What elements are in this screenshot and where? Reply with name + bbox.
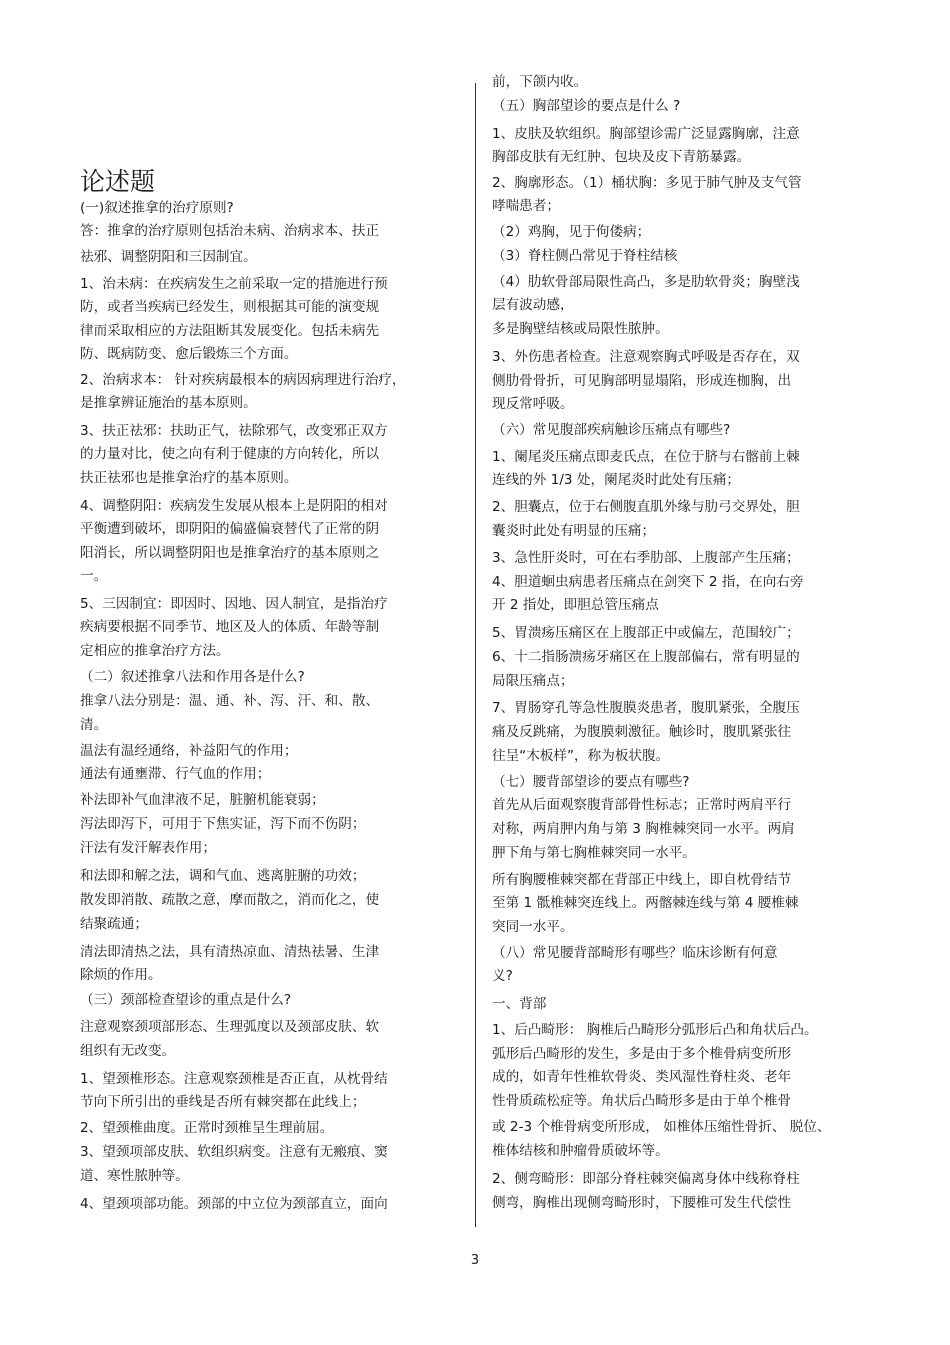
text-line: 注意观察颈项部形态、生理弧度以及颈部皮肤、软	[80, 1019, 380, 1035]
text-line: 的力量对比，使之向有利于健康的方向转化，所以	[80, 446, 380, 462]
text-line: （2）鸡胸，见于佝偻病；	[492, 224, 651, 240]
text-line: （五）胸部望诊的要点是什么 ?	[492, 98, 681, 114]
text-line: 防、既病防变、愈后锻炼三个方面。	[80, 346, 298, 362]
text-line: 和法即和解之法，调和气血、逃离脏腑的功效；	[80, 868, 366, 884]
text-line: 汗法有发汗解表作用；	[80, 840, 216, 856]
text-line: 温法有温经通络，补益阳气的作用；	[80, 743, 298, 759]
text-line: 道、寒性脓肿等。	[80, 1168, 189, 1184]
text-line: 层有波动感，	[492, 297, 574, 313]
text-line: 疾病要根据不同季节、地区及人的体质、年龄等制	[80, 619, 380, 635]
text-line: 答：推拿的治疗原则包括治未病、治病求本、扶正	[80, 223, 380, 239]
text-line: 1、皮肤及软组织。胸部望诊需广泛显露胸廓，注意	[492, 126, 800, 142]
text-line: 节向下所引出的垂线是否所有棘突都在此线上；	[80, 1094, 366, 1110]
text-line: 是推拿辨证施治的基本原则。	[80, 395, 257, 411]
text-line: 4、胆道蛔虫病患者压痛点在剑突下 2 指，在向右旁	[492, 574, 804, 590]
text-line: 1、治未病：在疾病发生之前采取一定的措施进行预	[80, 276, 388, 292]
text-line: 2、胸廓形态。（1）桶状胸：多见于肺气肿及支气管	[492, 175, 802, 191]
text-line: 推拿八法分别是：温、通、补、泻、汗、和、散、	[80, 693, 380, 709]
text-line: 清法即清热之法，具有清热凉血、清热祛暑、生津	[80, 944, 380, 960]
text-line: 3、急性肝炎时，可在右季肋部、上腹部产生压痛；	[492, 550, 800, 566]
text-line: 现反常呼吸。	[492, 396, 574, 412]
text-line: 胛下角与第七胸椎棘突同一水平。	[492, 845, 696, 861]
text-line: 3、外伤患者检查。注意观察胸式呼吸是否存在，双	[492, 349, 800, 365]
page-number: 3	[470, 1253, 480, 1268]
text-line: 祛邪、调整阴阳和三因制宜。	[80, 249, 257, 265]
text-line: 椎体结核和肿瘤骨质破坏等。	[492, 1143, 669, 1159]
text-line: 扶正祛邪也是推拿治疗的基本原则。	[80, 470, 298, 486]
text-line: 侧弯，胸椎出现侧弯畸形时，下腰椎可发生代偿性	[492, 1195, 792, 1211]
text-line: （3）脊柱侧凸常见于脊柱结核	[492, 248, 678, 264]
text-line: 或 2-3 个椎骨病变所形成， 如椎体压缩性骨折、 脱位、	[492, 1119, 831, 1135]
text-line: 散发即消散、疏散之意，摩而散之，消而化之，使	[80, 892, 380, 908]
text-line: 防，或者当疾病已经发生，则根据其可能的演变规	[80, 299, 380, 315]
text-line: 5、胃溃疡压痛区在上腹部正中或偏左，范围较广；	[492, 625, 800, 641]
text-line: （4）肋软骨部局限性高凸，多是肋软骨炎；胸壁浅	[492, 274, 800, 290]
text-line: (一)叙述推拿的治疗原则?	[80, 200, 234, 216]
text-line: 多是胸壁结核或局限性脓肿。	[492, 321, 669, 337]
text-line: 局限压痛点；	[492, 673, 574, 689]
text-line: （二）叙述推拿八法和作用各是什么?	[80, 669, 305, 685]
text-line: 2、侧弯畸形：即部分脊柱棘突偏离身体中线称脊柱	[492, 1171, 800, 1187]
text-line: 5、三因制宜：即因时、因地、因人制宜，是指治疗	[80, 596, 388, 612]
text-line: 胸部皮肤有无红肿、包块及皮下青筋暴露。	[492, 149, 751, 165]
column-divider	[475, 83, 476, 1227]
text-line: 义?	[492, 968, 513, 984]
text-line: 痛及反跳痛，为腹膜刺激征。触诊时，腹肌紧张往	[492, 724, 792, 740]
text-line: 4、调整阴阳：疾病发生发展从根本上是阴阳的相对	[80, 498, 388, 514]
text-line: 首先从后面观察腹背部骨性标志；正常时两肩平行	[492, 797, 792, 813]
text-line: 对称，两肩胛内角与第 3 胸椎棘突同一水平。两肩	[492, 821, 795, 837]
text-line: 定相应的推拿治疗方法。	[80, 643, 230, 659]
page-title: 论述题	[80, 167, 156, 196]
text-line: 成的，如青年性椎软骨炎、类风湿性脊柱炎、老年	[492, 1069, 792, 1085]
text-line: 弧形后凸畸形的发生，多是由于多个椎骨病变所形	[492, 1046, 792, 1062]
text-line: 清。	[80, 717, 108, 733]
text-line: 突同一水平。	[492, 919, 574, 935]
text-line: 一。	[80, 568, 108, 584]
text-line: 2、胆囊点，位于右侧腹直肌外缘与肋弓交界处，胆	[492, 499, 800, 515]
text-line: 补法即补气血津液不足，脏腑机能衰弱；	[80, 792, 325, 808]
text-line: 至第 1 骶椎棘突连线上。两髂棘连线与第 4 腰椎棘	[492, 895, 799, 911]
text-line: 开 2 指处，即胆总管压痛点	[492, 597, 659, 613]
text-line: 2、治病求本： 针对疾病最根本的病因病理进行治疗，	[80, 372, 406, 388]
text-line: 性骨质疏松症等。角状后凸畸形多是由于单个椎骨	[492, 1093, 792, 1109]
text-line: 泻法即泻下，可用于下焦实证，泻下而不伤阴；	[80, 816, 366, 832]
text-line: 1、望颈椎形态。注意观察颈椎是否正直，从枕骨结	[80, 1071, 388, 1087]
text-line: 组织有无改变。	[80, 1043, 176, 1059]
text-line: 7、胃肠穿孔等急性腹膜炎患者，腹肌紧张，全腹压	[492, 700, 800, 716]
text-line: 2、望颈椎曲度。正常时颈椎呈生理前屈。	[80, 1120, 334, 1136]
text-line: （六）常见腹部疾病触诊压痛点有哪些?	[492, 422, 731, 438]
text-line: 平衡遭到破坏，即阴阳的偏盛偏衰替代了正常的阴	[80, 521, 380, 537]
text-line: 阳消长，所以调整阴阳也是推拿治疗的基本原则之	[80, 545, 380, 561]
text-line: 4、望颈项部功能。颈部的中立位为颈部直立，面向	[80, 1196, 388, 1212]
text-line: （八）常见腰背部畸形有哪些？临床诊断有何意	[492, 945, 778, 961]
text-line: 除烦的作用。	[80, 967, 162, 983]
text-line: 一、背部	[492, 996, 547, 1012]
text-line: （三）颈部检查望诊的重点是什么?	[80, 992, 292, 1008]
text-line: 3、望颈项部皮肤、软组织病变。注意有无瘢痕、窦	[80, 1144, 388, 1160]
text-line: 囊炎时此处有明显的压痛；	[492, 523, 656, 539]
text-line: 6、十二指肠溃疡牙痛区在上腹部偏右，常有明显的	[492, 649, 800, 665]
text-line: （七）腰背部望诊的要点有哪些?	[492, 774, 690, 790]
text-line: 前，下颌内收。	[492, 74, 588, 90]
text-line: 3、扶正祛邪：扶助正气，祛除邪气，改变邪正双方	[80, 423, 388, 439]
text-line: 1、阑尾炎压痛点即麦氏点，在位于脐与右髂前上棘	[492, 449, 800, 465]
text-line: 通法有通壅滞、行气血的作用；	[80, 766, 271, 782]
text-line: 1、后凸畸形： 胸椎后凸畸形分弧形后凸和角状后凸。	[492, 1022, 818, 1038]
text-line: 往呈“木板样”，称为板状腹。	[492, 748, 670, 764]
text-line: 哮喘患者；	[492, 198, 560, 214]
text-line: 律而采取相应的方法阻断其发展变化。包括未病先	[80, 323, 380, 339]
text-line: 所有胸腰椎棘突都在背部正中线上，即自枕骨结节	[492, 872, 792, 888]
text-line: 结聚疏通；	[80, 916, 148, 932]
text-line: 侧肋骨骨折，可见胸部明显塌陷，形成连枷胸，出	[492, 373, 792, 389]
text-line: 连线的外 1/3 处，阑尾炎时此处有压痛；	[492, 472, 741, 488]
